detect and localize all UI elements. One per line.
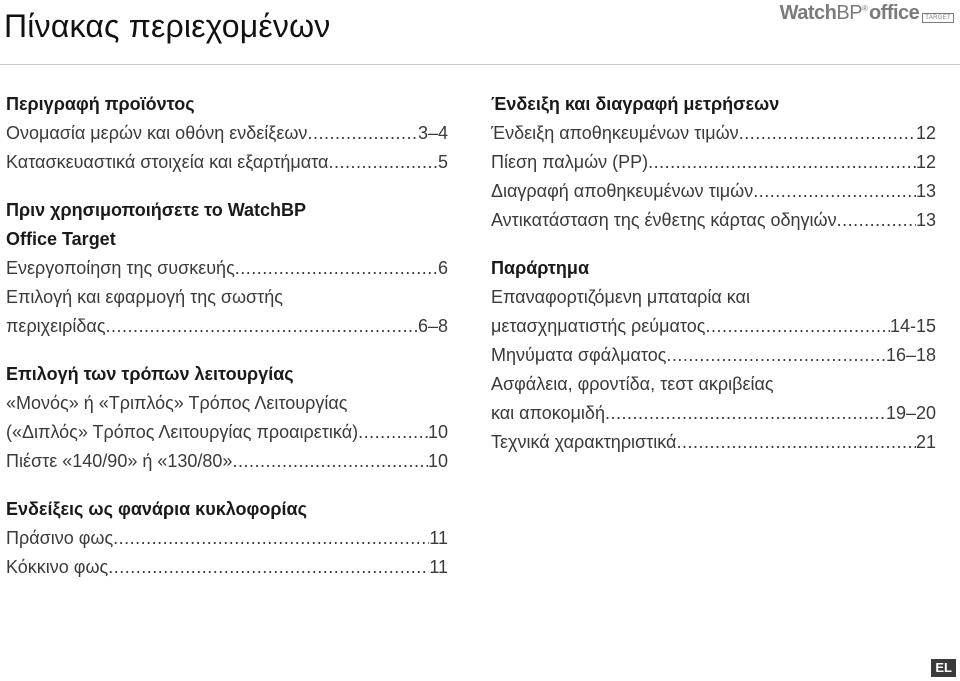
toc-entry-label: Ένδειξη αποθηκευμένων τιμών [491, 123, 739, 143]
toc-section-heading: Περιγραφή προϊόντος [6, 94, 195, 114]
toc-entry-label-line[interactable]: Επαναφορτιζόμενη μπαταρία και [491, 287, 750, 307]
toc-entry-label: («Διπλός» Τρόπος Λειτουργίας προαιρετικά) [6, 422, 359, 442]
toc-entry-label: Πίεση παλμών (PP) [491, 152, 649, 172]
page-title: Πίνακας περιεχομένων [4, 8, 331, 44]
toc-entry[interactable] [491, 177, 936, 206]
toc-entry-page: 13 [915, 210, 936, 230]
header-divider [0, 64, 960, 65]
logo-office: office [868, 2, 920, 24]
toc-entry-page: 11 [429, 557, 448, 577]
toc-entry[interactable] [491, 399, 936, 428]
toc-entry[interactable] [6, 254, 448, 283]
dot-leader [113, 524, 429, 553]
dot-leader [328, 148, 438, 177]
toc-entry-label: Κόκκινο φως [6, 557, 109, 577]
toc-entry-page: 3–4 [417, 123, 448, 143]
toc-entry[interactable] [6, 447, 448, 476]
dot-leader [307, 119, 418, 148]
toc-entry-page: 12 [915, 123, 936, 143]
logo-watch: Watch [779, 2, 837, 24]
toc-entry-label: και αποκομιδή [491, 403, 605, 423]
toc-section-heading: Ενδείξεις ως φανάρια κυκλοφορίας [6, 499, 307, 519]
toc-entry[interactable] [6, 418, 448, 447]
toc-entry-label: Αντικατάσταση της ένθετης κάρτας οδηγιών [491, 210, 837, 230]
dot-leader [705, 312, 890, 341]
toc-entry-page: 21 [915, 432, 936, 452]
dot-leader [235, 254, 438, 283]
toc-section-heading: Ένδειξη και διαγραφή μετρήσεων [491, 94, 780, 114]
toc-entry-page: 10 [427, 422, 448, 442]
toc-section-heading-continued: Office Target [6, 229, 116, 249]
toc-entry[interactable] [6, 119, 448, 148]
toc-entry-label-line[interactable]: Επιλογή και εφαρμογή της σωστής [6, 287, 283, 307]
watchbp-office-target-logo [780, 2, 954, 24]
toc-entry-page: 10 [427, 451, 448, 471]
toc-entry-page: 13 [915, 181, 936, 201]
dot-leader [676, 428, 916, 457]
dot-leader [648, 148, 916, 177]
dot-leader [108, 553, 429, 582]
toc-entry-label: Κατασκευαστικά στοιχεία και εξαρτήματα [6, 152, 329, 172]
logo-bp: BP [836, 2, 863, 24]
toc-entry-label: Ονομασία μερών και οθόνη ενδείξεων [6, 123, 308, 143]
dot-leader [605, 399, 886, 428]
toc-entry[interactable] [491, 119, 936, 148]
toc-section-heading: Επιλογή των τρόπων λειτουργίας [6, 364, 294, 384]
dot-leader [232, 447, 428, 476]
language-badge: EL [931, 659, 956, 677]
logo-target-tag: TARGET [922, 13, 954, 23]
toc-entry-page: 19–20 [885, 403, 936, 423]
toc-entry-label: Πιέστε «140/90» ή «130/80» [6, 451, 233, 471]
toc-entry-page: 12 [915, 152, 936, 172]
toc-section-heading: Παράρτημα [491, 258, 590, 278]
toc-entry-label: Διαγραφή αποθηκευμένων τιμών [491, 181, 754, 201]
toc-entry-label: Μηνύματα σφάλματος [491, 345, 667, 365]
toc-entry[interactable] [491, 206, 936, 235]
toc-entry-page: 16–18 [885, 345, 936, 365]
toc-right-column [491, 90, 936, 457]
dot-leader [358, 418, 428, 447]
toc-entry[interactable] [491, 312, 936, 341]
logo-registered: ® [862, 4, 868, 13]
toc-entry[interactable] [491, 148, 936, 177]
dot-leader [666, 341, 886, 370]
toc-left-column [6, 90, 448, 582]
dot-leader [106, 312, 418, 341]
toc-entry-page: 14-15 [889, 316, 936, 336]
toc-entry-label: Τεχνικά χαρακτηριστικά [491, 432, 677, 452]
toc-section-heading: Πριν χρησιμοποιήσετε το WatchBP [6, 200, 307, 220]
toc-entry[interactable] [6, 524, 448, 553]
toc-entry-label: Πράσινο φως [6, 528, 114, 548]
dot-leader [837, 206, 916, 235]
toc-entry[interactable] [6, 312, 448, 341]
dot-leader [753, 177, 916, 206]
toc-entry-label: περιχειρίδας [6, 316, 106, 336]
dot-leader [739, 119, 916, 148]
toc-entry-page: 11 [429, 528, 448, 548]
toc-entry-label-line[interactable]: «Μονός» ή «Τριπλός» Τρόπος Λειτουργίας [6, 393, 348, 413]
toc-entry-label: μετασχηματιστής ρεύματος [491, 316, 706, 336]
toc-entry-page: 6–8 [417, 316, 448, 336]
toc-entry-page: 5 [437, 152, 448, 172]
toc-entry-page: 6 [437, 258, 448, 278]
toc-entry-label: Ενεργοποίηση της συσκευής [6, 258, 235, 278]
toc-entry[interactable] [6, 148, 448, 177]
toc-entry-label-line[interactable]: Ασφάλεια, φροντίδα, τεστ ακριβείας [491, 374, 774, 394]
toc-entry[interactable] [491, 341, 936, 370]
toc-entry[interactable] [6, 553, 448, 582]
toc-entry[interactable] [491, 428, 936, 457]
